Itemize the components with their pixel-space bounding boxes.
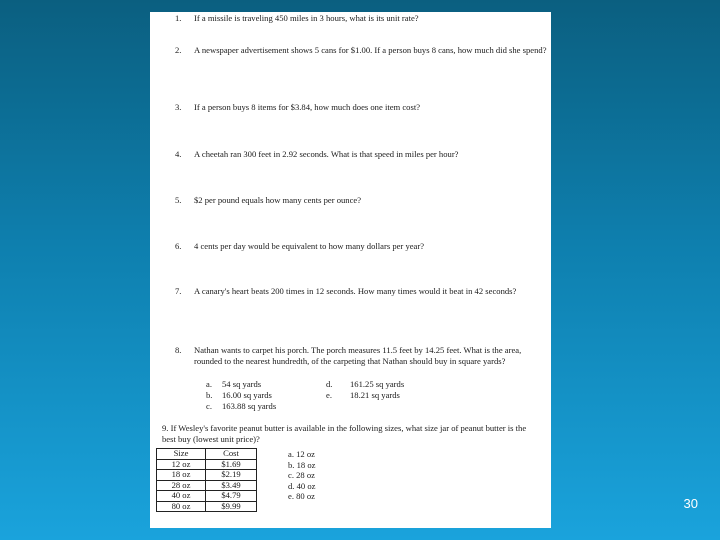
size-cell: 40 oz [157, 491, 206, 502]
question-9-text: 9. If Wesley's favorite peanut butter is available in the following sizes, what size jar of peanut butter is the best buy (lowest unit price)? [162, 423, 527, 444]
option-text: 16.00 sq yards [222, 390, 272, 400]
slide-number: 30 [683, 496, 698, 511]
cost-cell: $9.99 [206, 501, 257, 512]
question-text: $2 per pound equals how many cents per ounce? [194, 195, 362, 205]
question-number: 2. [175, 45, 182, 55]
option-text: 163.88 sq yards [222, 401, 277, 411]
option-item: a. 12 oz [288, 449, 315, 459]
question-number: 5. [175, 195, 182, 205]
option-text: 54 sq yards [222, 379, 262, 389]
cost-cell: $3.49 [206, 480, 257, 491]
price-table [156, 448, 257, 512]
question-number: 8. [175, 345, 182, 355]
option-item: e. 80 oz [288, 491, 315, 501]
size-cell: 12 oz [157, 459, 206, 470]
option-item: d. 40 oz [288, 480, 316, 491]
size-cell: 80 oz [157, 501, 206, 512]
q9-options [288, 449, 315, 502]
option-letter: b. [206, 390, 213, 400]
question-text: Nathan wants to carpet his porch. The porch measures 11.5 feet by 14.25 feet. What is the area, rounded to the nearest hundredth, of the carpeting that Nathan should buy in square yards? [194, 345, 522, 366]
question-text: A canary's heart beats 200 times in 12 seconds. How many times would it beat in 42 seconds? [194, 286, 517, 296]
column-header-size: Size [157, 449, 206, 460]
option-letter: a. [206, 379, 212, 389]
question-number: 7. [175, 286, 182, 296]
worksheet-page [150, 12, 551, 528]
question-text: A cheetah ran 300 feet in 2.92 seconds. What is that speed in miles per hour? [194, 149, 459, 159]
cost-cell: $2.19 [206, 470, 257, 481]
question-number: 1. [175, 13, 182, 23]
question-number: 4. [175, 149, 182, 159]
table-row [157, 459, 257, 470]
option-letter: d. [326, 379, 333, 389]
cost-cell: $4.79 [206, 491, 257, 502]
table-row [157, 501, 257, 512]
table-row [157, 470, 257, 481]
question-number: 3. [175, 102, 182, 112]
option-item: b. 18 oz [288, 459, 316, 470]
question-text: If a missile is traveling 450 miles in 3 hours, what is its unit rate? [194, 13, 419, 23]
column-header-cost: Cost [206, 449, 257, 460]
option-text: 18.21 sq yards [350, 390, 400, 400]
size-cell: 18 oz [157, 470, 206, 481]
option-item: c. 28 oz [288, 470, 315, 480]
option-letter: e. [326, 390, 332, 400]
table-row [157, 480, 257, 491]
table-row [157, 491, 257, 502]
option-text: 161.25 sq yards [350, 379, 405, 389]
table-header-row [157, 449, 257, 460]
cost-cell: $1.69 [206, 459, 257, 470]
question-text: A newspaper advertisement shows 5 cans for $1.00. If a person buys 8 cans, how much did she spend? [194, 45, 547, 55]
question-number: 6. [175, 241, 182, 251]
question-text: 4 cents per day would be equivalent to how many dollars per year? [194, 241, 425, 251]
option-letter: c. [206, 401, 212, 411]
question-text: If a person buys 8 items for $3.84, how much does one item cost? [194, 102, 421, 112]
size-cell: 28 oz [157, 480, 206, 491]
